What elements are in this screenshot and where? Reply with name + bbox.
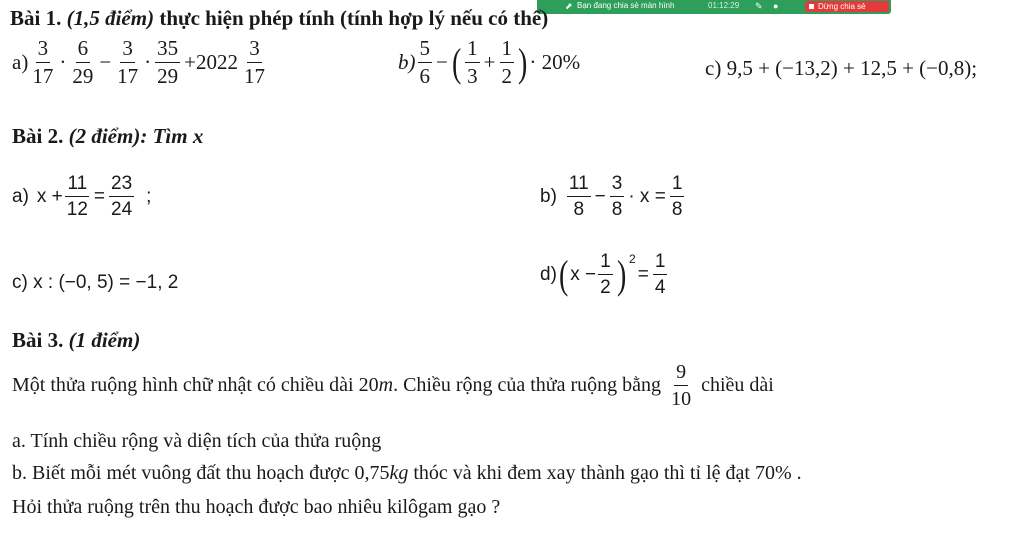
fraction: $\frac{35}{29}$ xyxy=(157,36,179,88)
fraction: $\frac{3}{8}$ xyxy=(611,173,623,220)
stop-icon xyxy=(809,4,814,9)
fraction: $\frac{1}{2}$ xyxy=(600,251,611,298)
bai1-c-expression: c) 9,5 + (−13,2) + 12,5 + (−0,8); xyxy=(705,56,978,80)
fraction: $\frac{11}{8}$ xyxy=(568,173,589,220)
bai2-c-expression: c) x : (−0, 5) = −1, 2 xyxy=(12,272,179,293)
right-paren: ) xyxy=(518,39,528,85)
bai2-instruction: Tìm x xyxy=(152,124,204,148)
fraction: $\frac{6}{29}$ xyxy=(72,36,94,88)
bai1-heading xyxy=(10,6,548,31)
bai2-a: a) x + $\frac{11}{12}$ = $\frac{23}{24}$ ; xyxy=(12,173,152,220)
bai1-b: b) $\frac{5}{6}$ − ( $\frac{1}{3}$ + $\frac{1}{2}$ ) · 20% xyxy=(398,36,581,88)
bai2-points: (2 điểm): xyxy=(68,124,148,148)
bai3-points: (1 điểm) xyxy=(68,328,141,352)
fraction: $\frac{9}{10}$ xyxy=(671,361,692,410)
fraction: $\frac{3}{17}$ xyxy=(117,36,139,88)
bai2-c xyxy=(12,272,178,294)
bai2-b-label: b) xyxy=(540,185,557,207)
bai1-a: a) $\frac{3}{17}$ · $\frac{6}{29}$ − $\frac{3}{17}$ · $\frac{35}{29}$ +2022 $\frac{3}{17}$ xyxy=(12,36,266,88)
stop-sharing-label: Dừng chia sẻ xyxy=(818,2,866,11)
bai1-title: Bài 1. xyxy=(10,6,62,30)
bai2-b: b) $\frac{11}{8}$ − $\frac{3}{8}$ · x = $\frac{1}{8}$ xyxy=(540,173,683,220)
left-paren: ( xyxy=(451,39,462,85)
bai1-points: (1,5 điểm) xyxy=(66,6,155,30)
share-screen-icon: ⬈ xyxy=(565,1,573,11)
fraction: $\frac{1}{4}$ xyxy=(654,251,666,298)
pin-icon[interactable]: ✎ xyxy=(755,1,763,11)
fraction: $\frac{5}{6}$ xyxy=(419,36,430,88)
right-paren: ) xyxy=(616,251,627,297)
bai3-line-c: Hỏi thửa ruộng trên thu hoạch được bao nhiêu kilôgam gạo ? xyxy=(12,496,501,518)
fraction: $\frac{3}{17}$ xyxy=(244,36,266,88)
share-message: Bạn đang chia sẻ màn hình xyxy=(577,1,675,10)
bai3-line-a: a. Tính chiều rộng và diện tích của thửa ruộng xyxy=(12,430,382,452)
exponent: 2 xyxy=(629,251,636,266)
fraction: $\frac{11}{12}$ xyxy=(66,173,88,220)
fraction: $\frac{1}{3}$ xyxy=(467,36,478,88)
bai3-heading xyxy=(12,328,140,353)
left-paren: ( xyxy=(558,251,569,297)
fraction: $\frac{23}{24}$ xyxy=(111,173,133,220)
share-timer: 01:12:29 xyxy=(708,1,740,10)
record-icon[interactable]: ● xyxy=(773,1,779,11)
fraction: $\frac{1}{8}$ xyxy=(671,173,683,220)
screen-share-bar xyxy=(537,0,891,14)
bai3-line-b: b. Biết mỗi mét vuông đất thu hoạch được 0,75kg thóc và khi đem xay thành gạo thì tỉ lệ đạt 70% . xyxy=(12,462,802,484)
bai3-line1: Một thửa ruộng hình chữ nhật có chiều dài 20 m . Chiều rộng của thửa ruộng bằng $\frac{9}{10}$ chiều dài xyxy=(12,361,774,410)
bai2-d-label: d) xyxy=(540,263,557,285)
bai2-a-label: a) xyxy=(12,185,29,207)
stop-sharing-button[interactable] xyxy=(805,1,889,12)
fraction: $\frac{3}{17}$ xyxy=(32,36,54,88)
bai2-title: Bài 2. xyxy=(12,124,64,148)
bai1-b-label: b) xyxy=(398,50,416,74)
fraction: $\frac{1}{2}$ xyxy=(501,36,513,88)
bai3-title: Bài 3. xyxy=(12,328,64,352)
bai1-instruction: thực hiện phép tính (tính hợp lý nếu có thể) xyxy=(159,6,549,30)
bai2-heading xyxy=(12,124,203,149)
bai2-d: d) ( x − $\frac{1}{2}$ ) 2 = $\frac{1}{4}$ xyxy=(540,251,666,298)
bai1-a-label: a) xyxy=(12,50,29,74)
bai1-c xyxy=(705,56,977,81)
